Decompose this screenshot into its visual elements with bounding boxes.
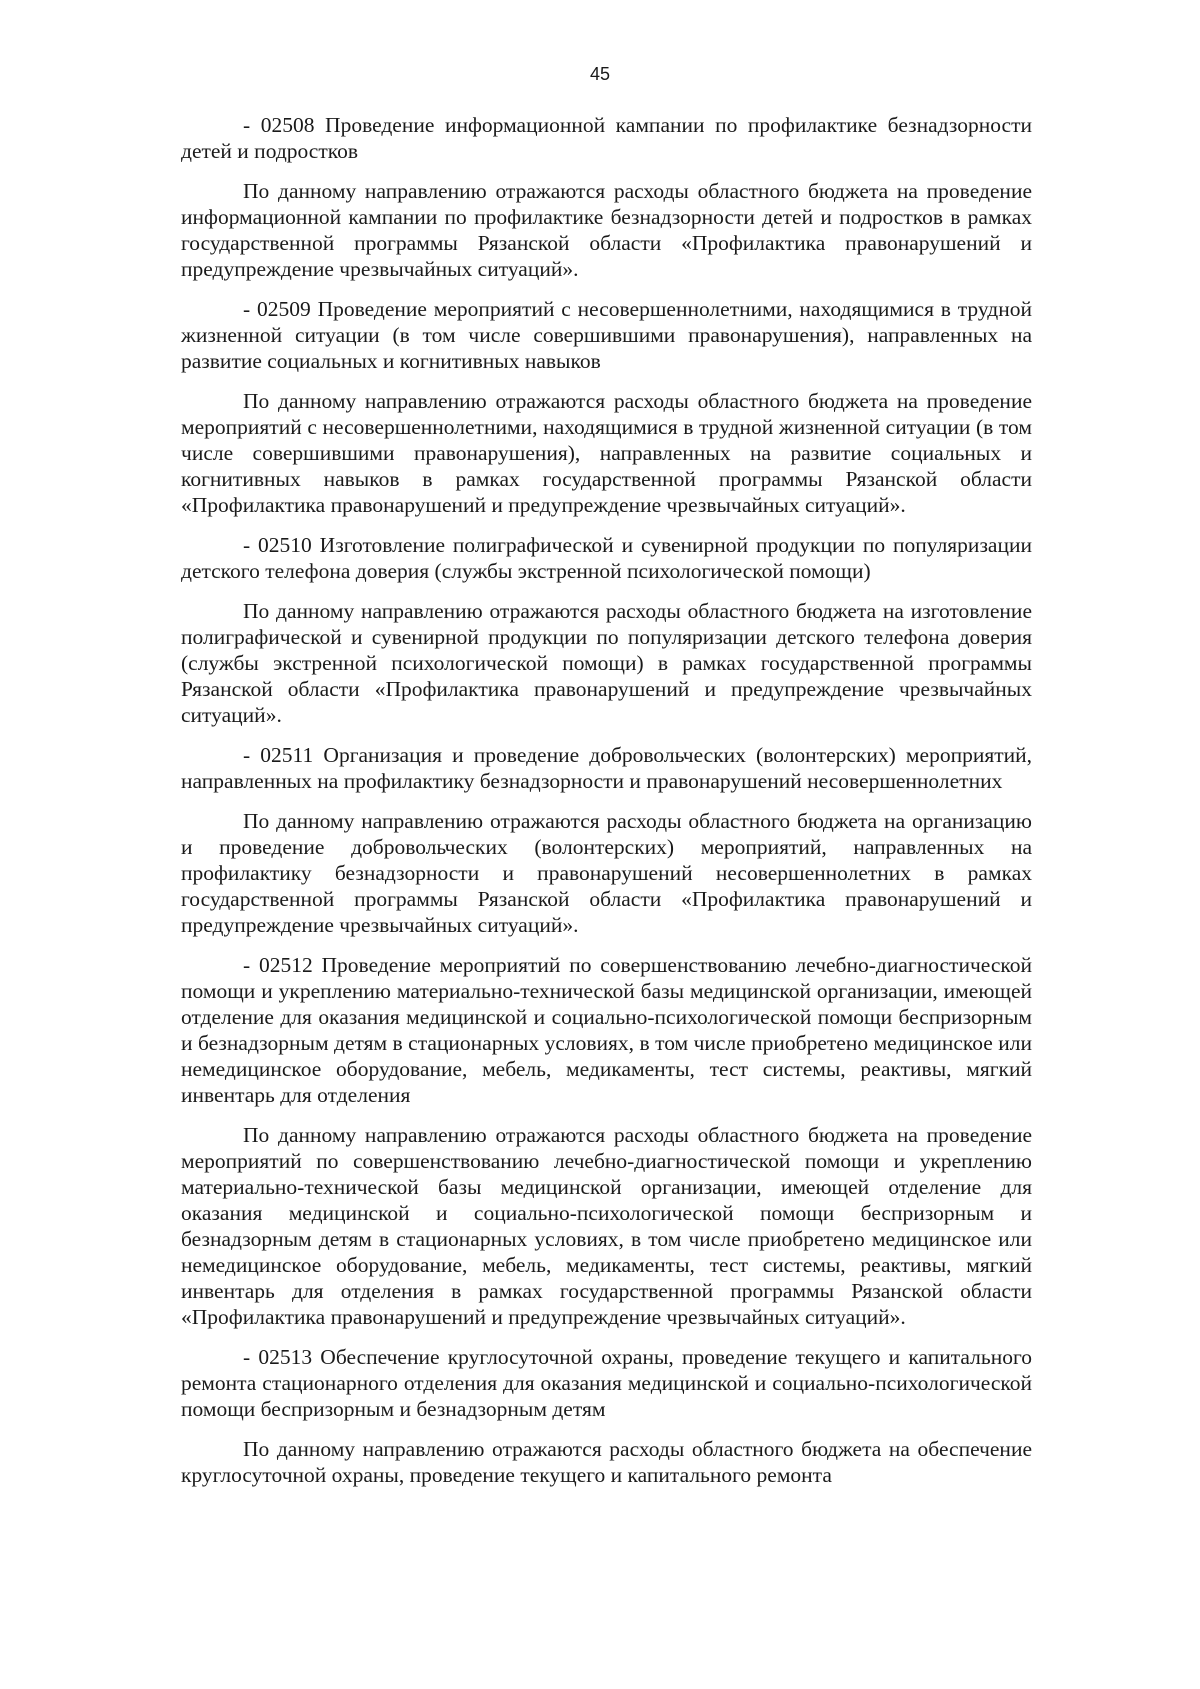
section-body-02508: По данному направлению отражаются расходы областного бюджета на проведение информационной кампании по профилактике безнадзорности детей и подростков в рамках государственной программы Рязанской области «Профилактика правонарушений и предупреждение чрезвычайных ситуаций».: [181, 179, 1032, 281]
section-body-02512: По данному направлению отражаются расходы областного бюджета на проведение мероприятий по совершенствованию лечебно-диагностической помощи и укреплению материально-технической базы медицинской организации, имеющей отделение для оказания медицинской и социально-психологической помощи беспризорным и безнадзорным детям в стационарных условиях, в том числе приобретено медицинское или немедицинское оборудование, мебель, медикаменты, тест системы, реактивы, мягкий инвентарь для отделения в рамках государственной программы Рязанской области «Профилактика правонарушений и предупреждение чрезвычайных ситуаций».: [181, 1123, 1032, 1329]
section-heading-02508: - 02508 Проведение информационной кампании по профилактике безнадзорности детей и подростков: [181, 113, 1032, 163]
section-body-02513: По данному направлению отражаются расходы областного бюджета на обеспечение круглосуточной охраны, проведение текущего и капитального ремонта: [181, 1437, 1032, 1487]
section-body-02509: По данному направлению отражаются расходы областного бюджета на проведение мероприятий с несовершеннолетними, находящимися в трудной жизненной ситуации (в том числе совершившими правонарушения), направленных на развитие социальных и когнитивных навыков в рамках государственной программы Рязанской области «Профилактика правонарушений и предупреждение чрезвычайных ситуаций».: [181, 389, 1032, 517]
page-number: 45: [589, 64, 611, 84]
section-heading-02510: - 02510 Изготовление полиграфической и сувенирной продукции по популяризации детского телефона доверия (службы экстренной психологической помощи): [181, 533, 1032, 583]
section-body-02511: По данному направлению отражаются расходы областного бюджета на организацию и проведение добровольческих (волонтерских) мероприятий, направленных на профилактику безнадзорности и правонарушений несовершеннолетних в рамках государственной программы Рязанской области «Профилактика правонарушений и предупреждение чрезвычайных ситуаций».: [181, 809, 1032, 937]
section-body-02510: По данному направлению отражаются расходы областного бюджета на изготовление полиграфической и сувенирной продукции по популяризации детского телефона доверия (службы экстренной психологической помощи) в рамках государственной программы Рязанской области «Профилактика правонарушений и предупреждение чрезвычайных ситуаций».: [181, 599, 1032, 727]
document-body: [181, 112, 1032, 1502]
section-heading-02511: - 02511 Организация и проведение добровольческих (волонтерских) мероприятий, направленных на профилактику безнадзорности и правонарушений несовершеннолетних: [181, 743, 1032, 793]
section-heading-02512: - 02512 Проведение мероприятий по совершенствованию лечебно-диагностической помощи и укреплению материально-технической базы медицинской организации, имеющей отделение для оказания медицинской и социально-психологической помощи беспризорным и безнадзорным детям в стационарных условиях, в том числе приобретено медицинское или немедицинское оборудование, мебель, медикаменты, тест системы, реактивы, мягкий инвентарь для отделения: [181, 953, 1032, 1107]
section-heading-02509: - 02509 Проведение мероприятий с несовершеннолетними, находящимися в трудной жизненной ситуации (в том числе совершившими правонарушения), направленных на развитие социальных и когнитивных навыков: [181, 297, 1032, 373]
section-heading-02513: - 02513 Обеспечение круглосуточной охраны, проведение текущего и капитального ремонта стационарного отделения для оказания медицинской и социально-психологической помощи беспризорным и безнадзорным детям: [181, 1345, 1032, 1421]
